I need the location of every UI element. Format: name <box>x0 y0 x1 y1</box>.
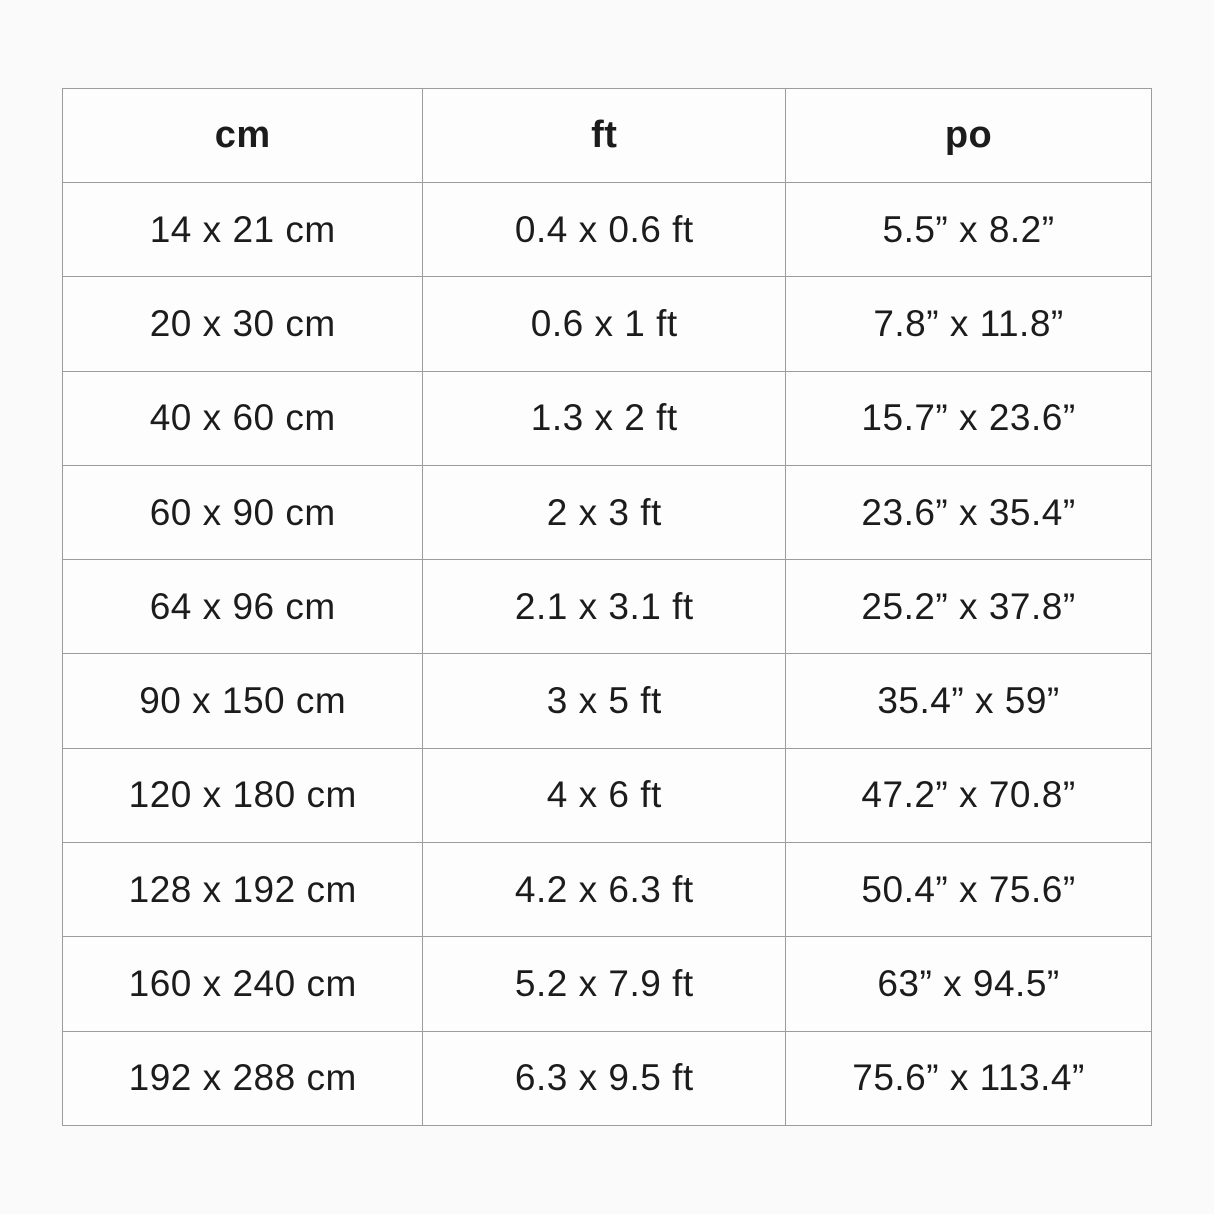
cell-ft: 2 x 3 ft <box>423 465 786 559</box>
table-row <box>63 277 1152 371</box>
cell-cm: 20 x 30 cm <box>63 277 423 371</box>
cell-cm: 128 x 192 cm <box>63 843 423 937</box>
cell-po: 23.6” x 35.4” <box>786 465 1152 559</box>
cell-po: 63” x 94.5” <box>786 937 1152 1031</box>
table-row <box>63 748 1152 842</box>
cell-cm: 90 x 150 cm <box>63 654 423 748</box>
cell-cm: 64 x 96 cm <box>63 560 423 654</box>
cell-ft: 2.1 x 3.1 ft <box>423 560 786 654</box>
cell-ft: 0.4 x 0.6 ft <box>423 183 786 277</box>
table-row <box>63 937 1152 1031</box>
table-row <box>63 465 1152 559</box>
cell-ft: 5.2 x 7.9 ft <box>423 937 786 1031</box>
cell-cm: 14 x 21 cm <box>63 183 423 277</box>
header-cell-po: po <box>786 89 1152 183</box>
cell-po: 15.7” x 23.6” <box>786 371 1152 465</box>
cell-po: 35.4” x 59” <box>786 654 1152 748</box>
table-body <box>63 183 1152 1126</box>
cell-ft: 4 x 6 ft <box>423 748 786 842</box>
size-conversion-table <box>62 88 1152 1126</box>
cell-ft: 4.2 x 6.3 ft <box>423 843 786 937</box>
header-row <box>63 89 1152 183</box>
table-row <box>63 1031 1152 1125</box>
cell-cm: 160 x 240 cm <box>63 937 423 1031</box>
table-row <box>63 560 1152 654</box>
table-row <box>63 654 1152 748</box>
cell-ft: 3 x 5 ft <box>423 654 786 748</box>
cell-po: 7.8” x 11.8” <box>786 277 1152 371</box>
cell-cm: 40 x 60 cm <box>63 371 423 465</box>
cell-po: 25.2” x 37.8” <box>786 560 1152 654</box>
cell-ft: 1.3 x 2 ft <box>423 371 786 465</box>
cell-po: 47.2” x 70.8” <box>786 748 1152 842</box>
header-cell-ft: ft <box>423 89 786 183</box>
cell-ft: 0.6 x 1 ft <box>423 277 786 371</box>
table-row <box>63 183 1152 277</box>
header-cell-cm: cm <box>63 89 423 183</box>
cell-cm: 192 x 288 cm <box>63 1031 423 1125</box>
table-row <box>63 371 1152 465</box>
table-header <box>63 89 1152 183</box>
cell-po: 5.5” x 8.2” <box>786 183 1152 277</box>
cell-cm: 60 x 90 cm <box>63 465 423 559</box>
cell-po: 50.4” x 75.6” <box>786 843 1152 937</box>
cell-cm: 120 x 180 cm <box>63 748 423 842</box>
cell-po: 75.6” x 113.4” <box>786 1031 1152 1125</box>
table-row <box>63 843 1152 937</box>
cell-ft: 6.3 x 9.5 ft <box>423 1031 786 1125</box>
